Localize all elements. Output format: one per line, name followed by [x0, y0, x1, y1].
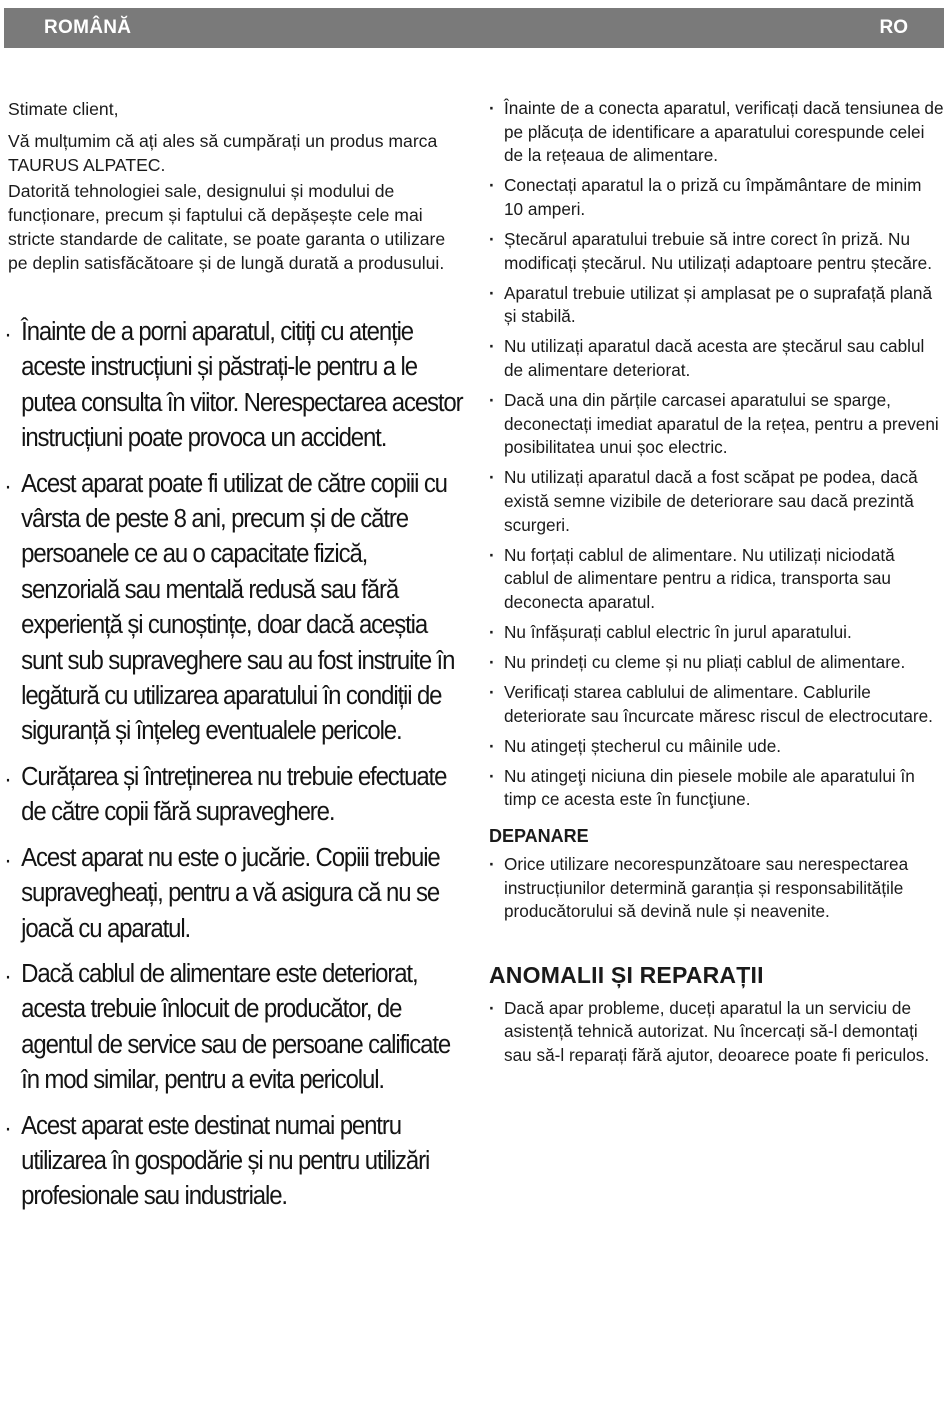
safety-item: · Înainte de a conecta aparatul, verificați dacă tensiunea de pe plăcuța de identificare a aparatului corespunde celei de la rețeaua de alimentare. — [489, 97, 944, 168]
greeting: Stimate client, — [8, 99, 119, 119]
language-header-bar — [4, 8, 944, 48]
warning-item: · Acest aparat nu este o jucărie. Copiii trebuie supravegheați, pentru a vă asigura că nu se joacă cu aparatul. — [8, 841, 463, 947]
safety-item: · Nu prindeți cu cleme și nu pliați cablul de alimentare. — [489, 651, 944, 675]
safety-item: · Verificați starea cablului de alimentare. Cablurile deteriorate sau încurcate măresc riscul de electrocutare. — [489, 681, 944, 728]
safety-item: · Nu atingeți ștecherul cu mâinile ude. — [489, 735, 944, 759]
thanks-text: Vă mulțumim că ați ales să cumpărați un produs marca TAURUS ALPATEC. — [8, 131, 438, 175]
safety-item: · Nu forțați cablul de alimentare. Nu utilizați niciodată cablul de alimentare pentru a ridica, transporta sau deconecta aparatul. — [489, 544, 944, 615]
safety-item: · Nu utilizați aparatul dacă a fost scăpat pe podea, dacă există semne vizibile de deteriorare sau dacă prezintă scurgeri. — [489, 466, 944, 537]
warning-item: · Curățarea și întreținerea nu trebuie efectuate de către copii fără supraveghere. — [8, 760, 463, 831]
warnings-list — [8, 315, 468, 1215]
warning-item: · Dacă cablul de alimentare este deteriorat, acesta trebuie înlocuit de producător, de agentul de service sau de persoane calificate în mod similar, pentru a evita pericolul. — [8, 957, 463, 1099]
anomalii-list — [489, 997, 944, 1068]
intro-section — [8, 97, 468, 275]
language-code: RO — [879, 17, 908, 38]
warning-item: · Înainte de a porni aparatul, citiți cu atenție aceste instrucțiuni și păstrați-le pentru a le putea consulta în viitor. Nerespectarea acestor instrucțiuni poate provoca un accident. — [8, 315, 463, 457]
right-column — [489, 97, 944, 1068]
safety-item: · Aparatul trebuie utilizat și amplasat pe o suprafață plană și stabilă. — [489, 282, 944, 329]
safety-item: · Ștecărul aparatului trebuie să intre corect în priză. Nu modificați ștecărul. Nu utilizați adaptoare pentru ștecăre. — [489, 228, 944, 275]
depanare-item: · Orice utilizare necorespunzătoare sau nerespectarea instrucțiunilor determină garanția și responsabilitățile producătorului să devină nule și neavenite. — [489, 853, 944, 924]
left-column — [8, 97, 468, 1215]
safety-item: · Dacă una din părțile carcasei aparatului se sparge, deconectați imediat aparatul de la rețea, pentru a preveni posibilitatea unui șoc electric. — [489, 389, 944, 460]
anomalii-heading: ANOMALII ȘI REPARAȚII — [489, 961, 764, 988]
depanare-list — [489, 853, 944, 924]
safety-item: · Conectați aparatul la o priză cu împământare de minim 10 amperi. — [489, 174, 944, 221]
anomalii-item: · Dacă apar probleme, duceți aparatul la un serviciu de asistență tehnică autorizat. Nu încercați să-l demontați sau să-l reparați fără ajutor, deoarece poate fi periculos. — [489, 997, 944, 1068]
depanare-heading: DEPANARE — [489, 826, 589, 847]
intro-body: Datorită tehnologiei sale, designului și modului de funcționare, precum și faptului că depășește cele mai stricte standarde de calitate, se poate garanta o utilizare pe deplin satisfăcătoare și de lungă durată a produsului. — [8, 181, 446, 273]
safety-item: · Nu înfășurați cablul electric în jurul aparatului. — [489, 621, 944, 645]
warning-item: · Acest aparat este destinat numai pentru utilizarea în gospodărie și nu pentru utilizări profesionale sau industriale. — [8, 1109, 463, 1215]
safety-item: · Nu atingeţi niciuna din piesele mobile ale aparatului în timp ce acesta este în funcţiune. — [489, 765, 944, 812]
safety-list — [489, 97, 944, 812]
warning-item: · Acest aparat poate fi utilizat de către copiii cu vârsta de peste 8 ani, precum și de către persoanele ce au o capacitate fizică, senzorială sau mentală redusă sau fără experiență și cunoștințe, doar dacă aceștia sunt sub supraveghere sau au fost instruite în legătură cu utilizarea aparatului în condiții de siguranță și înțeleg eventualele pericole. — [8, 467, 463, 750]
safety-item: · Nu utilizați aparatul dacă acesta are ștecărul sau cablul de alimentare deteriorat. — [489, 335, 944, 382]
language-name: ROMÂNĂ — [44, 17, 132, 38]
